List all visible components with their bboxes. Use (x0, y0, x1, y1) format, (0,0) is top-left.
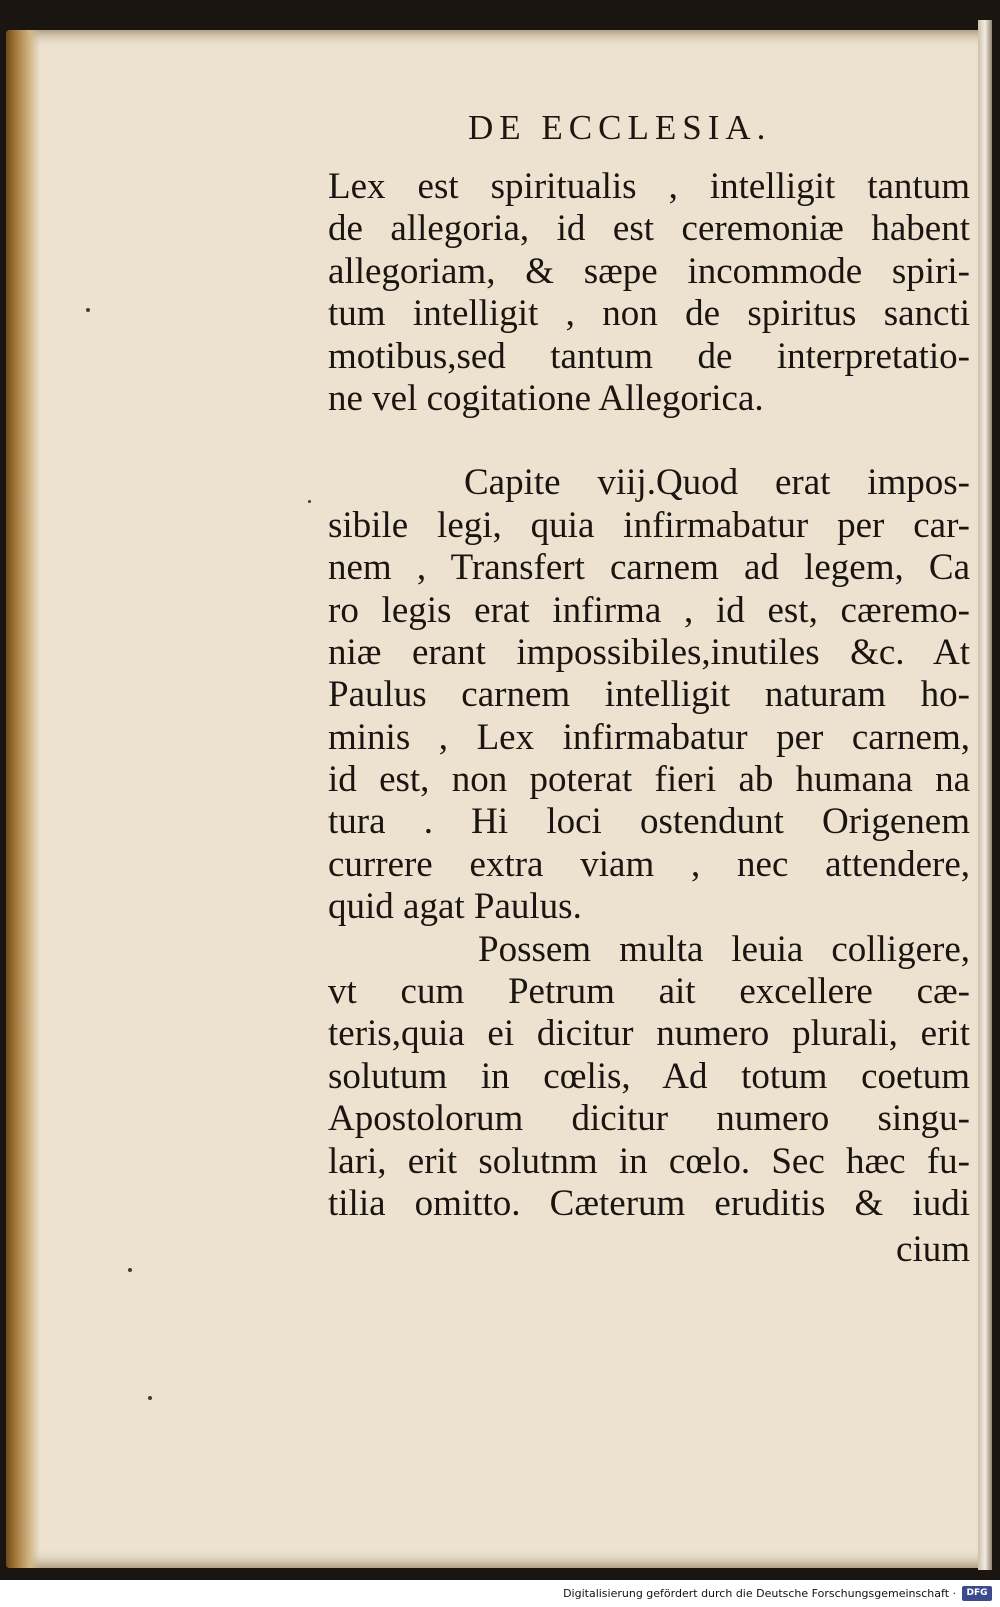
text-line: allegoriam, & sæpe incommode spiri- (328, 250, 970, 292)
text-line: minis , Lex infirmabatur per carnem, (328, 716, 970, 758)
text-line: de allegoria, id est ceremoniæ habent (328, 208, 970, 250)
text-line: tura . Hi loci ostendunt Origenem (328, 801, 970, 843)
paper-speck (86, 308, 90, 312)
text-line: niæ erant impossibiles,inutiles &c. At (328, 631, 970, 673)
text-line: Paulus carnem intelligit naturam ho- (328, 674, 970, 716)
text-line: currere extra viam , nec attendere, (328, 843, 970, 885)
text-line: ne vel cogitatione Allegorica. (328, 377, 764, 419)
text-line: sibile legi, quia infirmabatur per car- (328, 504, 970, 546)
catchword: cium (896, 1229, 970, 1270)
text-line: quid agat Paulus. (328, 886, 582, 928)
page-body-text (328, 166, 970, 1225)
text-line: ro legis erat infirma , id est, cæremo- (328, 589, 970, 631)
paper-speck (308, 500, 311, 503)
text-line: lari, erit solutnm in cœlo. Sec hæc fu- (328, 1140, 970, 1182)
text-line: solutum in cœlis, Ad totum coetum (328, 1055, 970, 1097)
text-line: tilia omitto. Cæterum eruditis & iudi (328, 1182, 970, 1224)
text-line: vt cum Petrum ait excellere cæ- (328, 971, 970, 1013)
paragraph-gap (328, 420, 970, 462)
page-fore-edge (978, 20, 992, 1570)
text-line: Lex est spiritualis , intelligit tantum (328, 166, 970, 207)
paper-speck (148, 1396, 152, 1400)
text-line: Capite viij.Quod erat impos- (464, 462, 970, 504)
paper-speck (128, 1268, 132, 1272)
funding-credit: Digitalisierung gefördert durch die Deutsche Forschungsgemeinschaft · (563, 1587, 956, 1600)
text-line: teris,quia ei dicitur numero plurali, erit (328, 1013, 970, 1055)
text-line: motibus,sed tantum de interpretatio- (328, 335, 970, 377)
text-line: nem , Transfert carnem ad legem, Ca (328, 547, 970, 589)
digitization-footer (0, 1580, 1000, 1607)
text-line: Apostolorum dicitur numero singu- (328, 1098, 970, 1140)
page-gutter-edge (6, 30, 40, 1568)
text-line: id est, non poterat fieri ab humana na (328, 759, 970, 801)
text-line: tum intelligit , non de spiritus sancti (328, 293, 970, 335)
text-line: Possem multa leuia colligere, (478, 928, 970, 970)
dfg-logo: DFG (962, 1586, 992, 1601)
running-head: DE ECCLESIA. (468, 108, 772, 147)
